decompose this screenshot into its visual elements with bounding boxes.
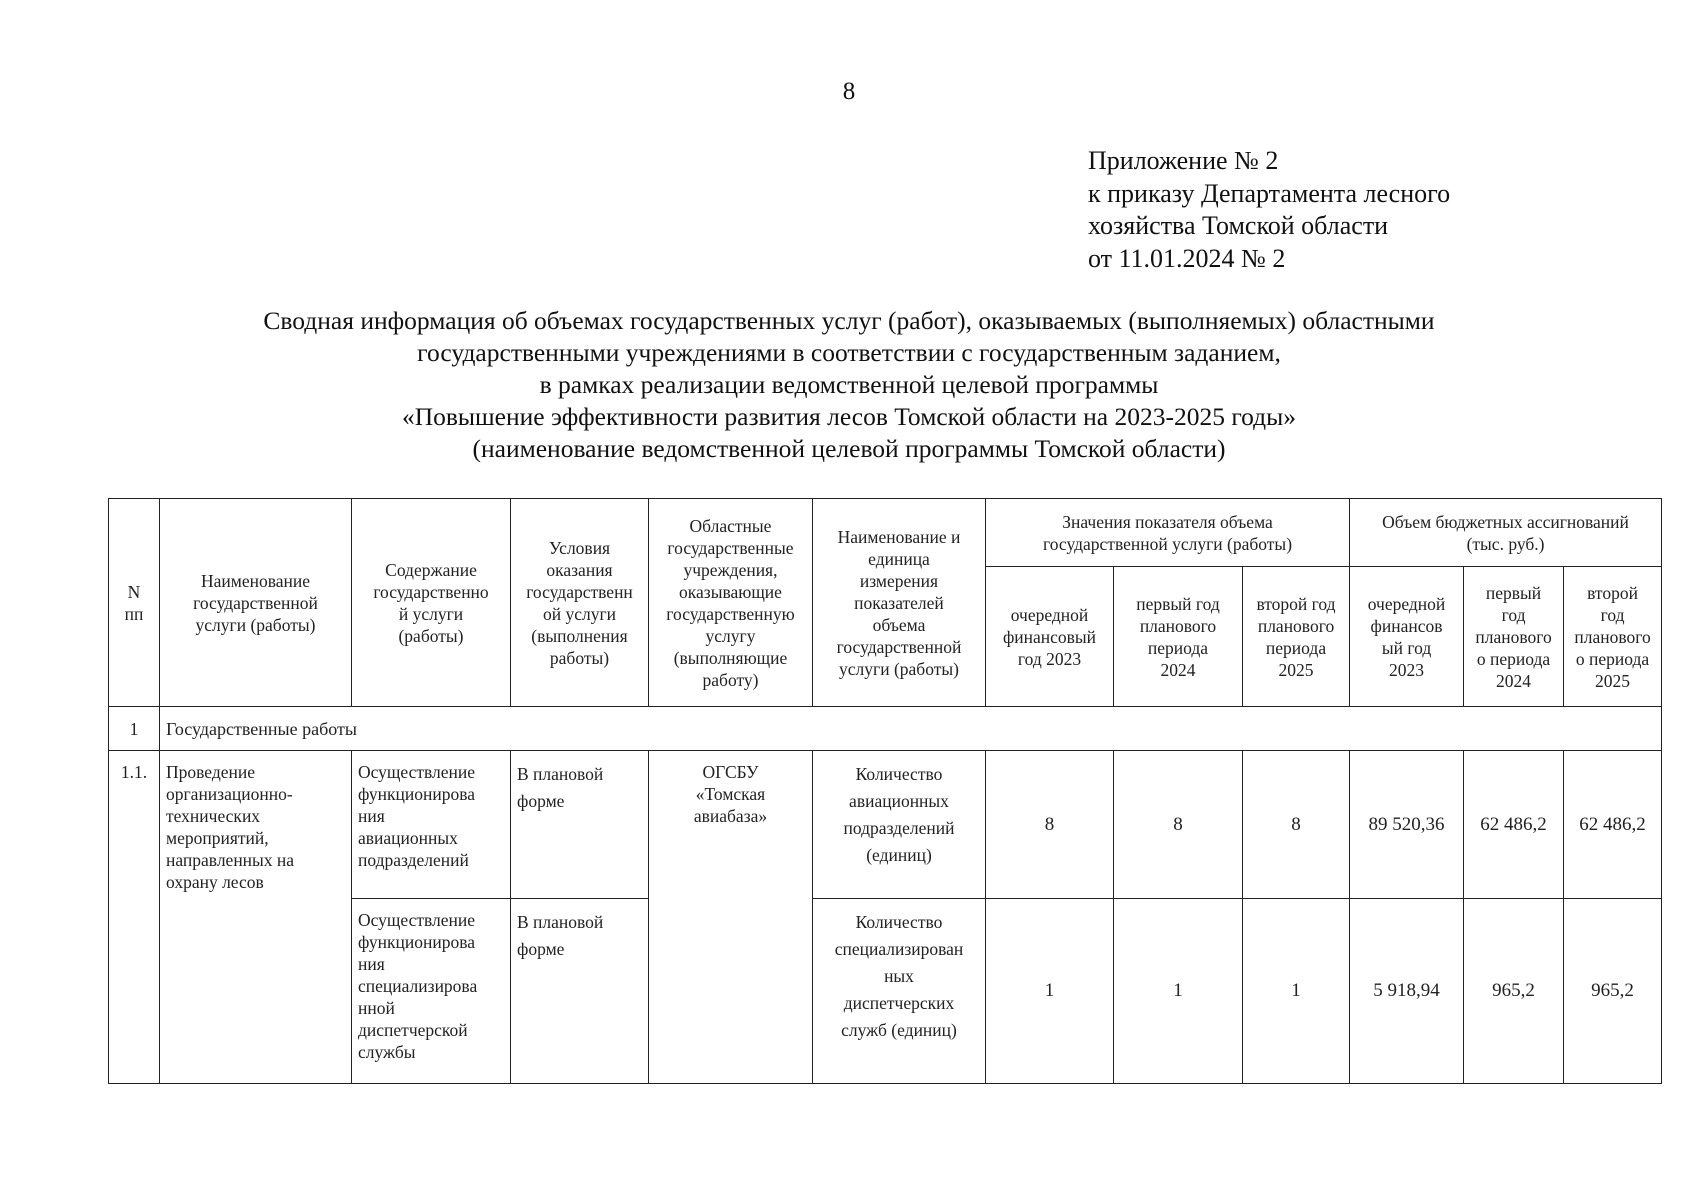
cell-line: Осуществление	[358, 762, 476, 782]
row-value-2023: 1	[986, 899, 1114, 1084]
cell-line: й услуги	[398, 603, 464, 624]
cell-line: (тыс. руб.)	[1466, 533, 1545, 554]
cell-line: диспетчерских	[843, 993, 955, 1013]
cell-line: услуги (работы)	[839, 658, 959, 679]
row-value-2023: 8	[986, 751, 1114, 899]
cell-line: ных	[884, 966, 914, 986]
cell-line: государственн	[526, 581, 633, 602]
cell-line: первый	[1485, 582, 1542, 603]
item-institution	[649, 751, 813, 1084]
cell-line: авиабаза»	[693, 806, 768, 826]
cell-line: второй год	[1256, 593, 1336, 614]
cell-line: финансов	[1370, 615, 1443, 636]
row-content	[352, 899, 511, 1084]
cell-line: Содержание	[385, 559, 477, 580]
cell-line: Количество	[855, 764, 943, 784]
cell-line: ния	[358, 806, 385, 826]
cell-line: услуги (работы)	[195, 614, 316, 635]
cell-line: государственную	[666, 603, 795, 624]
cell-line: 2024	[1496, 670, 1532, 691]
cell-line: планового	[1257, 615, 1335, 636]
cell-line: Объем бюджетных ассигнований	[1382, 511, 1629, 532]
row-budget-2025: 965,2	[1564, 899, 1662, 1084]
cell-line: государственной услуги (работы)	[1043, 533, 1293, 554]
cell-line: Количество	[855, 912, 943, 932]
cell-line: диспетчерской	[358, 1020, 468, 1040]
cell-line: измерения	[859, 570, 939, 591]
row-budget-2023: 5 918,94	[1350, 899, 1464, 1084]
cell-line: подразделений	[843, 818, 955, 838]
row-budget-2025: 62 486,2	[1564, 751, 1662, 899]
cell-line: служб (единиц)	[841, 1020, 957, 1040]
cell-line: функционирова	[358, 932, 476, 952]
cell-line: нной	[358, 998, 395, 1018]
cell-line: ОГСБУ	[702, 762, 759, 782]
row-indicator	[813, 751, 986, 899]
item-service-name	[160, 751, 352, 1084]
row-budget-2024: 965,2	[1464, 899, 1564, 1084]
cell-line: специализирован	[834, 939, 964, 959]
cell-line: оказания	[546, 559, 613, 580]
cell-line: ния	[358, 954, 385, 974]
header-budget-group	[1350, 499, 1662, 567]
row-conditions	[511, 751, 649, 899]
cell-line: авиационных	[358, 828, 458, 848]
cell-line: 2025	[1278, 659, 1314, 680]
cell-line: Наименование и	[837, 526, 961, 547]
cell-line: ой услуги	[542, 603, 617, 624]
cell-line: (выполняющие	[673, 647, 788, 668]
cell-line: мероприятий,	[166, 828, 269, 848]
section-row	[109, 707, 1662, 751]
cell-line: N	[127, 581, 141, 602]
header-value-2024	[1114, 567, 1243, 707]
header-budget-2025	[1564, 567, 1662, 707]
cell-line: объема	[872, 614, 926, 635]
row-value-2024: 8	[1114, 751, 1243, 899]
cell-line: учреждения,	[683, 559, 778, 580]
cell-line: периода	[1265, 637, 1327, 658]
row-content	[352, 751, 511, 899]
header-content	[352, 499, 511, 707]
appendix-line: от 11.01.2024 № 2	[1088, 243, 1286, 273]
cell-line: авиационных	[849, 791, 949, 811]
header-num	[109, 499, 160, 707]
cell-line: Проведение	[166, 762, 256, 782]
row-value-2025: 8	[1243, 751, 1350, 899]
header-value-2025	[1243, 567, 1350, 707]
cell-line: государственной	[836, 636, 962, 657]
cell-line: В плановой	[517, 912, 604, 932]
cell-line: государственные	[667, 537, 794, 558]
cell-line: о периода	[1575, 648, 1650, 669]
item-num: 1.1.	[109, 751, 160, 1084]
cell-line: Осуществление	[358, 910, 476, 930]
cell-line: «Томская	[695, 784, 766, 804]
cell-line: (выполнения	[531, 625, 628, 646]
cell-line: форме	[517, 939, 565, 959]
document-heading	[0, 305, 1698, 465]
cell-line: планового	[1139, 615, 1217, 636]
header-budget-2024	[1464, 567, 1564, 707]
cell-line: год 2023	[1017, 648, 1082, 669]
header-value-2023	[986, 567, 1114, 707]
cell-line: Наименование	[200, 570, 311, 591]
heading-line: государственными учреждениями в соответствии с государственным заданием,	[417, 338, 1281, 367]
cell-line: ый год	[1381, 637, 1432, 658]
cell-line: Значения показателя объема	[1062, 511, 1273, 532]
header-institutions	[649, 499, 813, 707]
row-budget-2024: 62 486,2	[1464, 751, 1564, 899]
cell-line: организационно-	[166, 784, 293, 804]
header-budget-2023	[1350, 567, 1464, 707]
cell-line: год	[1600, 604, 1625, 625]
cell-line: направленных на	[166, 850, 295, 870]
cell-line: финансовый	[1002, 626, 1097, 647]
cell-line: подразделений	[358, 850, 469, 870]
cell-line: В плановой	[517, 764, 604, 784]
cell-line: единица	[868, 548, 930, 569]
heading-line: «Повышение эффективности развития лесов Томской области на 2023-2025 годы»	[401, 402, 1297, 431]
cell-line: показателей	[854, 592, 944, 613]
appendix-line: Приложение № 2	[1088, 146, 1279, 175]
cell-line: оказывающие	[679, 581, 782, 602]
appendix-line: к приказу Департамента лесного	[1088, 178, 1451, 208]
header-service-name	[160, 499, 352, 707]
cell-line: государственно	[373, 581, 489, 602]
cell-line: работы)	[549, 647, 610, 668]
header-indicator	[813, 499, 986, 707]
cell-line: очередной	[1367, 593, 1446, 614]
cell-line: 2024	[1160, 659, 1196, 680]
row-value-2025: 1	[1243, 899, 1350, 1084]
cell-line: очередной	[1010, 604, 1089, 625]
table-row	[109, 751, 1662, 899]
cell-line: о периода	[1476, 648, 1551, 669]
cell-line: государственной	[193, 592, 318, 613]
header-values-group	[986, 499, 1350, 567]
cell-line: планового	[1574, 626, 1651, 647]
row-value-2024: 1	[1114, 899, 1243, 1084]
appendix-block	[1088, 145, 1450, 275]
cell-line: охрану лесов	[166, 872, 264, 892]
cell-line: периода	[1147, 637, 1209, 658]
cell-line: специализирова	[358, 976, 478, 996]
heading-line: в рамках реализации ведомственной целевой программы	[539, 370, 1159, 399]
row-indicator	[813, 899, 986, 1084]
row-budget-2023: 89 520,36	[1350, 751, 1464, 899]
cell-line: услугу	[705, 625, 756, 646]
header-conditions	[511, 499, 649, 707]
cell-line: пп	[124, 603, 144, 624]
cell-line: функционирова	[358, 784, 476, 804]
section-num: 1	[109, 707, 160, 751]
cell-line: второй	[1587, 582, 1638, 603]
cell-line: (работы)	[398, 625, 464, 646]
section-title: Государственные работы	[160, 707, 1662, 751]
cell-line: 2023	[1389, 659, 1425, 680]
cell-line: год	[1501, 604, 1526, 625]
cell-line: службы	[358, 1042, 416, 1062]
cell-line: первый год	[1136, 593, 1220, 614]
cell-line: планового	[1475, 626, 1552, 647]
cell-line: технических	[166, 806, 261, 826]
appendix-line: хозяйства Томской области	[1088, 211, 1389, 240]
services-table	[108, 498, 1662, 1084]
row-conditions	[511, 899, 649, 1084]
heading-line: Сводная информация об объемах государственных услуг (работ), оказываемых (выполняемых) областными	[263, 306, 1435, 335]
cell-line: Областные	[689, 515, 772, 536]
cell-line: работу)	[702, 669, 759, 690]
heading-line: (наименование ведомственной целевой программы Томской области)	[472, 434, 1226, 463]
cell-line: 2025	[1595, 670, 1631, 691]
cell-line: Условия	[548, 537, 611, 558]
cell-line: (единиц)	[866, 845, 932, 865]
page-number: 8	[842, 78, 856, 105]
cell-line: форме	[517, 791, 565, 811]
header-row	[109, 499, 1662, 567]
